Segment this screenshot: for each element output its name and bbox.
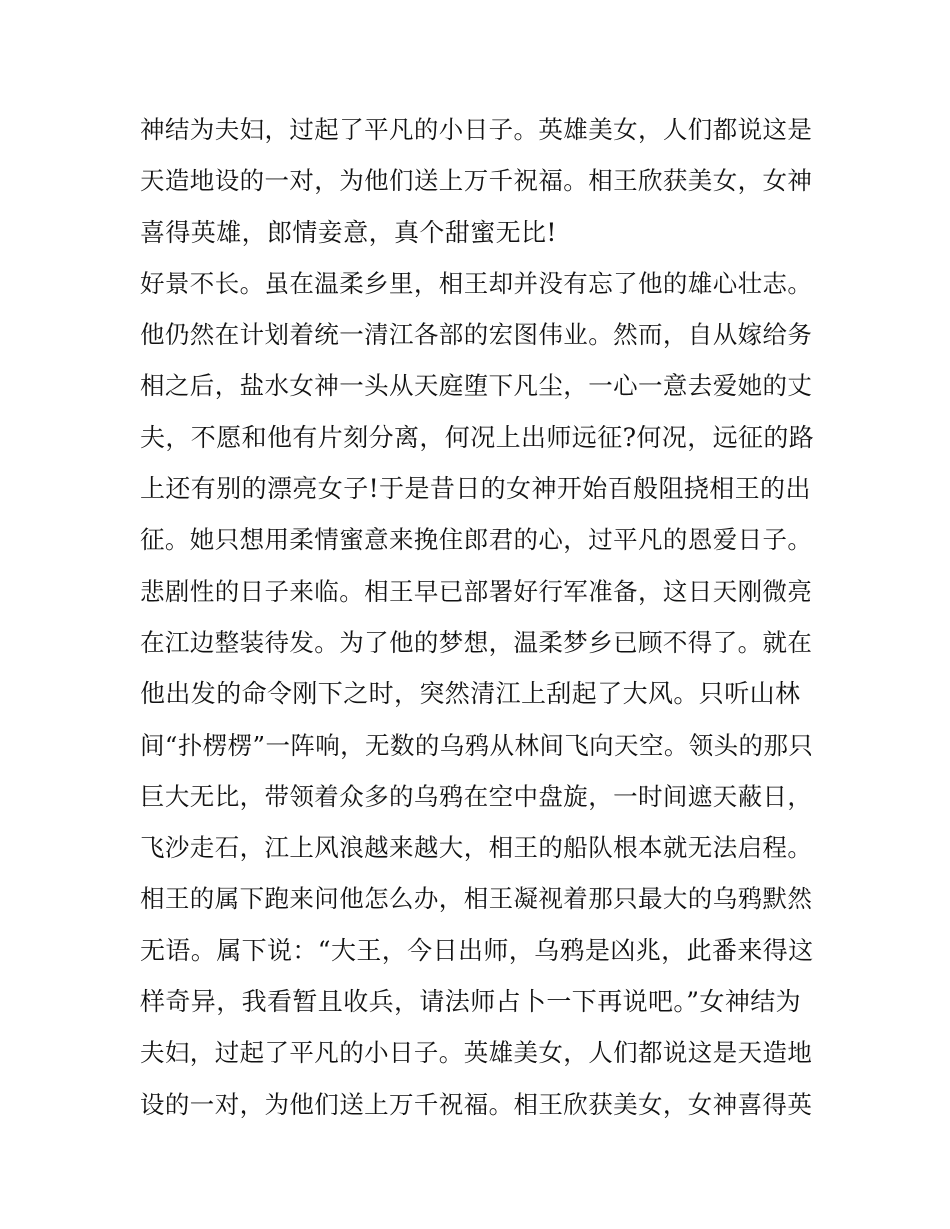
text-line: 征。她只想用柔情蜜意来挽住郎君的心，过平凡的恩爱日子。 <box>140 525 813 555</box>
text-line: 相王的属下跑来问他怎么办，相王凝视着那只最大的乌鸦默然 <box>140 884 813 914</box>
text-line: 他出发的命令刚下之时，突然清江上刮起了大风。只听山林 <box>140 679 801 709</box>
text-line: 间“扑楞楞”一阵响，无数的乌鸦从林间飞向天空。领头的那只 <box>140 730 814 760</box>
text-line: 神结为夫妇，过起了平凡的小日子。英雄美女，人们都说这是 <box>140 115 813 144</box>
text-line: 巨大无比，带领着众多的乌鸦在空中盘旋，一时间遮天蔽日， <box>140 781 813 811</box>
text-line: 样奇异，我看暂且收兵，请法师占卜一下再说吧。”女神结为 <box>140 987 802 1017</box>
text-line: 设的一对，为他们送上万千祝福。相王欣获美女，女神喜得英 <box>140 1089 813 1119</box>
text-line: 无语。属下说：“大王，今日出师，乌鸦是凶兆，此番来得这 <box>140 935 814 965</box>
text-line: 他仍然在计划着统一清江各部的宏图伟业。然而，自从嫁给务 <box>140 320 813 350</box>
text-line: 好景不长。虽在温柔乡里，相王却并没有忘了他的雄心壮志。 <box>140 268 813 298</box>
text-line: 相之后，盐水女神一头从天庭堕下凡尘，一心一意去爱她的丈 <box>140 371 813 401</box>
text-line: 在江边整装待发。为了他的梦想，温柔梦乡已顾不得了。就在 <box>140 627 813 657</box>
text-line: 飞沙走石，江上风浪越来越大，相王的船队根本就无法启程。 <box>140 833 813 863</box>
text-line: 喜得英雄，郎情妾意，真个甜蜜无比! <box>140 217 557 247</box>
text-line: 悲剧性的日子来临。相王早已部署好行军准备，这日天刚微亮 <box>140 576 813 606</box>
body-text <box>140 104 820 1130</box>
text-line: 夫妇，过起了平凡的小日子。英雄美女，人们都说这是天造地 <box>140 1038 813 1068</box>
text-line: 上还有别的漂亮女子!于是昔日的女神开始百般阻挠相王的出 <box>140 474 811 504</box>
text-line: 夫，不愿和他有片刻分离，何况上出师远征?何况，远征的路 <box>140 422 815 452</box>
text-line: 天造地设的一对，为他们送上万千祝福。相王欣获美女，女神 <box>140 166 813 196</box>
